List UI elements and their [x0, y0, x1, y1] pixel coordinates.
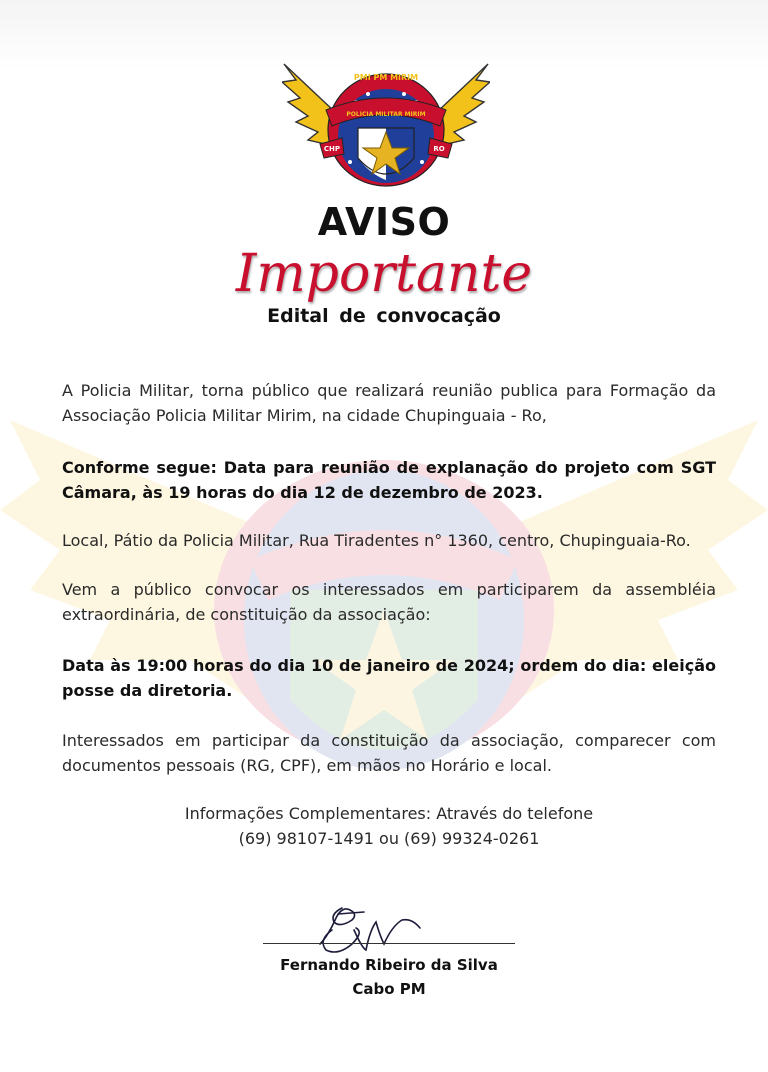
- signature-line: [263, 943, 515, 944]
- emblem-right-text: RO: [433, 145, 445, 153]
- info-line: Informações Complementares: Através do telefone: [184, 804, 594, 823]
- signer-block: [0, 953, 768, 1001]
- emblem-top-text: PMI PM MIRIM: [353, 73, 419, 82]
- paragraph-convocation: Vem a público convocar os interessados em participarem da assembléia extraordinária, de constituição da associação:: [62, 580, 716, 624]
- emblem-ribbon-text: POLICIA MILITAR MIRIM: [346, 111, 426, 118]
- page-title: AVISO: [317, 200, 451, 244]
- paragraph-assembly-date: Data às 19:00 horas do dia 10 de janeiro de 2024; ordem do dia: eleição posse da diretoria.: [62, 656, 716, 700]
- paragraph-documents: Interessados em participar da constituição da associação, comparecer com documentos pessoais (RG, CPF), em mãos no Horário e local.: [62, 731, 716, 775]
- paragraph-meeting-date: Conforme segue: Data para reunião de explanação do projeto com SGT Câmara, às 19 horas do dia 12 de dezembro de 2023.: [62, 458, 716, 502]
- police-emblem-icon: [282, 58, 490, 198]
- signer-rank: Cabo PM: [352, 980, 426, 998]
- phone-numbers: (69) 98107-1491 ou (69) 99324-0261: [238, 829, 540, 848]
- paragraph-location: Local, Pátio da Policia Militar, Rua Tiradentes n° 1360, centro, Chupinguaia-Ro.: [62, 531, 691, 550]
- signer-name: Fernando Ribeiro da Silva: [280, 956, 498, 974]
- signature-icon: [312, 900, 442, 960]
- document-caption: Edital de convocação: [267, 305, 501, 327]
- paragraph-intro: A Policia Militar, torna público que realizará reunião publica para Formação da Associação Policia Militar Mirim, na cidade Chupinguaia - Ro,: [62, 381, 716, 425]
- emblem-left-text: CHP: [323, 145, 341, 153]
- page-subtitle: Importante: [235, 244, 533, 304]
